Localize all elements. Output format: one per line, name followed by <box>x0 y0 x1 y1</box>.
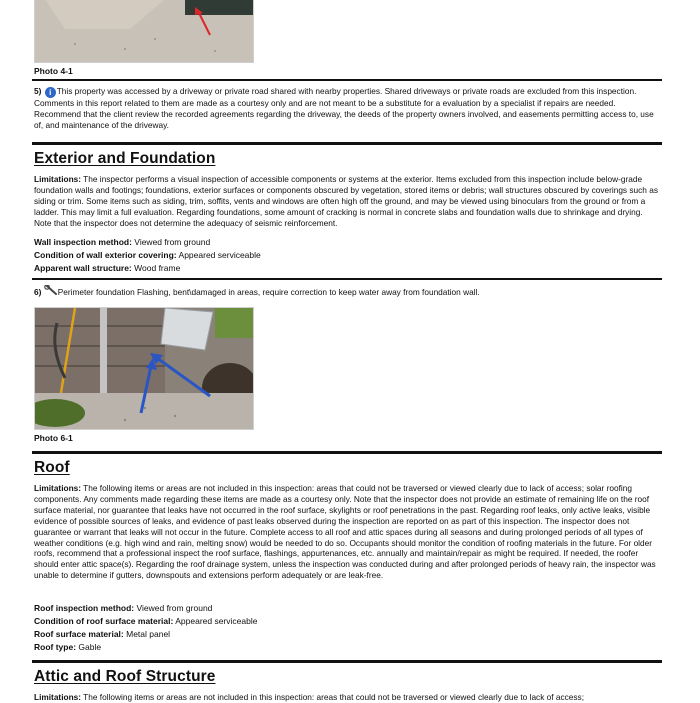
divider <box>32 278 662 280</box>
limitations-label: Limitations: <box>34 174 82 184</box>
field-wall-covering-condition <box>34 250 261 261</box>
item-5 <box>34 86 658 131</box>
field-roof-type <box>34 642 101 653</box>
item-6 <box>34 285 658 298</box>
limitations-text: The inspector performs a visual inspection of accessible components or systems at the exterior. Items excluded from this inspection include below-grade foundation walls and footings; foundations, exterior surfaces or components obscured by vegetation, stored items or debris; wall structures obscured by coverings such as siding or trim. Some items such as siding, trim, soffits, vents and windows are often high off the ground, and may be viewed using binoculars from the ground or from a ladder. This may limit a full evaluation. Regarding foundations, some amount of cracking is normal in concrete slabs and foundation walls due to shrinkage and drying. Note that the inspector does not determine the adequacy of seismic reinforcement. <box>34 174 658 228</box>
photo-4-1 <box>34 0 254 63</box>
attic-limitations <box>34 692 658 703</box>
divider <box>32 79 662 81</box>
field-label: Roof inspection method: <box>34 603 135 613</box>
field-wall-inspection-method <box>34 237 210 248</box>
section-divider <box>32 660 662 663</box>
item-5-text: This property was accessed by a driveway or private road shared with nearby properties. Shared driveways or private roads are excluded from this inspection. Comments in this report related to them are made as a courtesy only and are not meant to be a substitute for a evaluation by a specialist if repairs are needed. Recommend that the client review the recorded agreements regarding the driveway, the deeds of the property owners involved, and easements permitting access to, use of, and maintenance of the driveway. <box>34 86 654 130</box>
section-divider <box>32 142 662 145</box>
section-heading-attic: Attic and Roof Structure <box>34 668 216 685</box>
item-6-number: 6) <box>34 287 42 297</box>
photo-6-1 <box>34 307 254 430</box>
photo-6-1-image <box>35 308 253 429</box>
photo-4-1-caption: Photo 4-1 <box>34 66 73 76</box>
field-value: Viewed from ground <box>136 603 213 613</box>
field-label: Roof type: <box>34 642 77 652</box>
field-value: Wood frame <box>134 263 181 273</box>
item-5-number: 5) <box>34 86 42 96</box>
wrench-icon <box>44 285 58 295</box>
field-roof-surface-condition <box>34 616 257 627</box>
roof-limitations <box>34 483 658 581</box>
field-label: Condition of roof surface material: <box>34 616 174 626</box>
field-value: Metal panel <box>126 629 171 639</box>
exterior-limitations <box>34 174 658 229</box>
limitations-label: Limitations: <box>34 483 82 493</box>
field-value: Viewed from ground <box>134 237 211 247</box>
item-6-text: Perimeter foundation Flashing, bent\damaged in areas, require correction to keep water away from foundation wall. <box>57 287 480 297</box>
field-label: Condition of wall exterior covering: <box>34 250 177 260</box>
info-icon: i <box>45 87 56 98</box>
section-heading-roof: Roof <box>34 459 70 476</box>
field-value: Appeared serviceable <box>175 616 258 626</box>
section-divider <box>32 451 662 454</box>
field-value: Appeared serviceable <box>178 250 261 260</box>
photo-4-1-image <box>35 0 253 62</box>
field-label: Roof surface material: <box>34 629 124 639</box>
field-label: Apparent wall structure: <box>34 263 132 273</box>
field-label: Wall inspection method: <box>34 237 132 247</box>
field-value: Gable <box>78 642 102 652</box>
limitations-text: The following items or areas are not included in this inspection: areas that could not be traversed or viewed clearly due to lack of access; <box>83 692 585 702</box>
field-wall-structure <box>34 263 180 274</box>
limitations-text: The following items or areas are not included in this inspection: areas that could not be traversed or viewed clearly due to lack of access; solar roofing components. Any comments made regarding these items are made as a courtesy only. Note that the inspector does not provide an estimate of remaining life on the roof surface material, nor guarantee that leaks have not occurred in the roof surface, skylights or roof penetrations in the past. Regarding roof leaks, only active leaks, visible evidence of possible sources of leaks, and evidence of past leaks observed during the inspection are reported on as part of this inspection. The inspector does not guarantee or warrant that leaks will not occur in the future. Complete access to all roof and attic spaces during all seasons and during prolonged periods of all types of weather conditions (e.g. high wind and rain, melting snow) would be needed to do so. Occupants should monitor the condition of roofing materials in the future. For older roofs, recommend that a professional inspect the roof surface, flashings, appurtenances, etc. annually and maintain/repair as might be required. If needed, the roofer should enter attic space(s). Regarding the roof drainage system, unless the inspection was conducted during and after prolonged periods of heavy rain, the inspector was unable to determine if gutters, downspouts and extensions perform adequately or are leak-free. <box>34 483 656 581</box>
limitations-label: Limitations: <box>34 692 82 702</box>
photo-6-1-caption: Photo 6-1 <box>34 433 73 443</box>
section-heading-exterior: Exterior and Foundation <box>34 150 216 167</box>
field-roof-inspection-method <box>34 603 212 614</box>
field-roof-surface-material <box>34 629 170 640</box>
